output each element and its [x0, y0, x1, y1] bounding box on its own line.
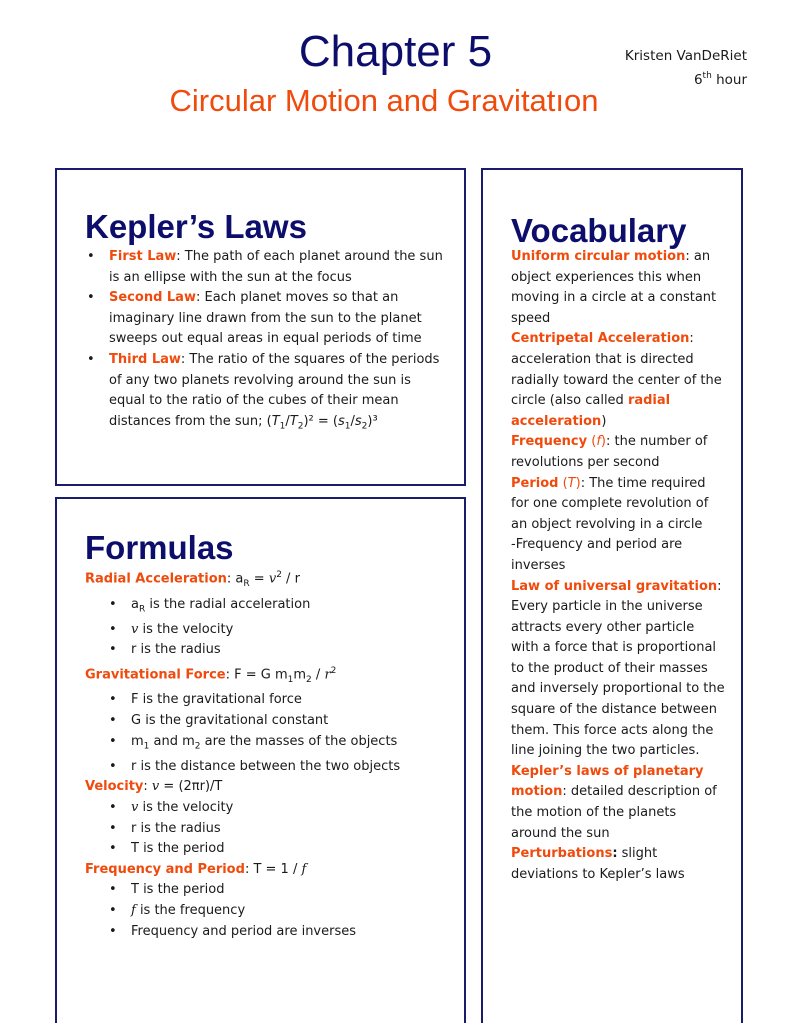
- definition: : the number of revolutions per second: [511, 434, 708, 470]
- formulas-section: [55, 497, 466, 1023]
- eq-f: f: [301, 861, 307, 877]
- var-desc: r is the radius: [131, 642, 221, 658]
- hour-number: 6: [693, 72, 703, 88]
- formula-label: Gravitational Force: [85, 667, 226, 683]
- eq-part: =: [249, 571, 269, 587]
- law-label: Second Law: [109, 290, 196, 306]
- list-item: • T is the period: [131, 839, 455, 860]
- list-item: [131, 732, 455, 757]
- first-law: [109, 247, 447, 288]
- definition: : an object experiences this when moving in a circle at a constant speed: [511, 249, 717, 326]
- var: and m: [149, 733, 195, 749]
- vocab-entry: [511, 474, 725, 536]
- list-item: • F is the gravitational force: [131, 690, 455, 711]
- author-name: Kristen VanDeRiet: [624, 48, 747, 64]
- velocity-formula: [85, 777, 455, 798]
- kepler-heading: Kepler’s Laws: [85, 208, 307, 245]
- var: v: [131, 621, 139, 637]
- var: v: [131, 799, 139, 815]
- second-law: [109, 288, 447, 350]
- formulas-body: [85, 565, 455, 942]
- vocab-note: -Frequency and period are inverses: [511, 537, 683, 573]
- velocity-variables: [85, 798, 455, 860]
- var: m: [131, 733, 144, 749]
- t2: T: [289, 413, 298, 429]
- var: f: [131, 902, 136, 918]
- radial-variables: [85, 595, 455, 661]
- term-colon: :: [612, 846, 618, 862]
- var-desc: are the masses of the objects: [200, 733, 398, 749]
- law-label: First Law: [109, 249, 177, 264]
- law-label: Third Law: [109, 351, 181, 367]
- third-law: [109, 350, 447, 437]
- vocabulary-heading: Vocabulary: [511, 212, 687, 249]
- s1: s: [337, 413, 345, 429]
- symbol-open: (: [587, 434, 597, 450]
- law-text: : Each planet moves so that an imaginary line drawn from the sun to the planet sweeps out equal areas in equal periods of time: [109, 290, 422, 347]
- var-desc: is the velocity: [138, 799, 234, 815]
- law-text: : The path of each planet around the sun is an ellipse with the sun at the focus: [109, 249, 443, 285]
- term: Uniform circular motion: [511, 249, 686, 264]
- eq-part: :: [143, 779, 152, 795]
- s2-sub: 2: [361, 421, 368, 432]
- symbol-close: ): [575, 475, 581, 491]
- grav-variables: [85, 690, 455, 777]
- vocab-entry: [511, 329, 725, 432]
- vocabulary-body: [511, 247, 725, 885]
- var-sub: R: [138, 604, 146, 615]
- term: Period: [511, 475, 559, 491]
- frequency-period-formula: [85, 860, 455, 881]
- list-item: • T is the period: [131, 880, 455, 901]
- term: Centripetal Acceleration: [511, 331, 690, 347]
- term: radial acceleration: [511, 393, 671, 429]
- symbol-open: (: [558, 475, 568, 491]
- list-item: • G is the gravitational constant: [131, 711, 455, 732]
- slash: /: [350, 413, 355, 429]
- definition: : The time required for one complete revolution of an object revolving in a circle: [511, 475, 709, 532]
- formula-end: )³: [367, 413, 378, 429]
- t1: T: [271, 413, 280, 429]
- vocabulary-section: [481, 168, 743, 1023]
- vocab-entry: [511, 762, 725, 844]
- eq-part: : a: [226, 571, 244, 587]
- law-text: : The ratio of the squares of the periods of any two planets revolving around the sun is equal to the ratio of the cubes of their mean distances from the sun; (: [109, 351, 440, 429]
- term: Frequency: [511, 434, 588, 450]
- list-item: [131, 798, 455, 819]
- definition: : Every particle in the universe attracts every other particle with a force that is proportional to the product of their masses and inversely proportional to the square of the distance between them. This force acts along the line joining the two particles.: [511, 578, 725, 759]
- third-law-formula: [271, 413, 378, 432]
- definition: : detailed description of the motion of the planets around the sun: [511, 784, 717, 841]
- list-item: [131, 620, 455, 641]
- var-desc: is the velocity: [138, 621, 234, 637]
- gravitational-force-formula: [85, 661, 455, 691]
- eq-part: m: [293, 667, 307, 683]
- eq-v: v: [151, 779, 160, 795]
- formula-label: Frequency and Period: [85, 861, 245, 877]
- symbol-close: ): [600, 434, 606, 450]
- symbol: f: [596, 434, 601, 450]
- list-item: [131, 640, 455, 661]
- definition: ): [601, 413, 607, 429]
- definition: : acceleration that is directed radially toward the center of the circle (also called: [511, 331, 722, 409]
- s2: s: [354, 413, 362, 429]
- slash: /: [285, 413, 290, 429]
- var-desc: is the radial acceleration: [145, 596, 311, 612]
- var-sub: 2: [194, 741, 201, 752]
- radial-acceleration-formula: [85, 565, 455, 595]
- vocab-entry: [511, 844, 725, 885]
- list-item: [131, 595, 455, 620]
- eq-part: /: [311, 667, 325, 683]
- eq-sub: 2: [306, 674, 312, 685]
- page-subtitle: Circular Motion and Gravitatıon: [169, 83, 599, 118]
- vocab-entry: [511, 432, 725, 473]
- page-title: Chapter 5: [298, 27, 493, 76]
- t2-sub: 2: [297, 421, 304, 432]
- kepler-laws-section: [55, 168, 466, 486]
- symbol: T: [567, 475, 576, 491]
- kepler-law-list: [109, 247, 447, 437]
- formula-label: Velocity: [85, 779, 144, 795]
- vocab-entry: [511, 577, 725, 762]
- var: a: [131, 596, 139, 612]
- list-item: • r is the radius: [131, 819, 455, 840]
- eq-part: : T = 1 /: [244, 861, 302, 877]
- var-sub: 1: [143, 741, 150, 752]
- term: Law of universal gravitation: [511, 578, 718, 594]
- t1-sub: 1: [279, 421, 286, 432]
- hour-word: hour: [711, 72, 747, 88]
- class-hour: [625, 66, 747, 90]
- s1-sub: 1: [344, 421, 351, 432]
- vocab-entry: [511, 247, 725, 329]
- var-desc: is the frequency: [135, 902, 246, 918]
- definition: slight deviations to Kepler’s laws: [511, 846, 685, 882]
- eq-sub: R: [243, 578, 250, 589]
- author-block: [625, 46, 747, 90]
- formula-label: Radial Acceleration: [85, 571, 227, 587]
- eq-sup: 2: [330, 665, 337, 676]
- eq-part: : F = G m: [225, 667, 288, 683]
- term: Kepler’s laws of planetary motion: [511, 763, 704, 800]
- eq-r: r: [324, 667, 331, 683]
- hour-suffix: th: [702, 71, 712, 81]
- eq-sup: 2: [276, 570, 282, 580]
- eq-part: = (2πr)/T: [159, 779, 223, 795]
- freq-variables: [85, 880, 455, 942]
- formula-mid: )² = (: [303, 413, 338, 429]
- list-item: [131, 901, 455, 922]
- formulas-heading: Formulas: [85, 529, 234, 566]
- eq-v: v: [268, 571, 277, 587]
- list-item: • Frequency and period are inverses: [131, 922, 455, 943]
- eq-part: / r: [281, 571, 300, 587]
- eq-sub: 1: [287, 674, 294, 685]
- term: Perturbations: [511, 846, 613, 862]
- list-item: • r is the distance between the two objects: [131, 757, 455, 778]
